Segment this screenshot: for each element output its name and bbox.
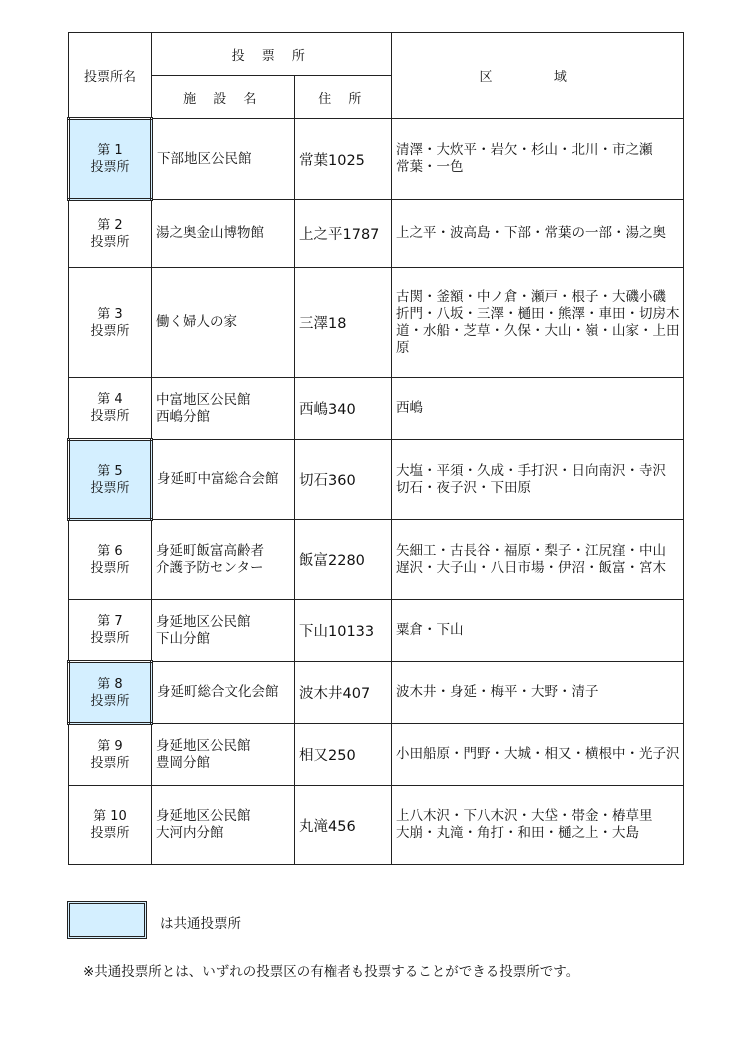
footnote: ※共通投票所とは、いずれの投票区の有権者も投票することができる投票所です。 bbox=[83, 964, 580, 980]
address-cell: 三澤18 bbox=[295, 268, 392, 378]
district-cell: 上之平・波高島・下部・常葉の一部・湯之奥 bbox=[392, 200, 684, 268]
header-polling-place: 投 票 所 bbox=[152, 33, 392, 76]
station-name-cell: 第 8 投票所 bbox=[69, 662, 152, 724]
station-name-cell: 第 2 投票所 bbox=[69, 200, 152, 268]
address-cell: 波木井407 bbox=[295, 662, 392, 724]
table-row bbox=[69, 440, 684, 520]
district-cell: 清澤・大炊平・岩欠・杉山・北川・市之瀬 常葉・一色 bbox=[392, 119, 684, 200]
station-name-cell: 第 4 投票所 bbox=[69, 378, 152, 440]
facility-cell: 中富地区公民館 西嶋分館 bbox=[152, 378, 295, 440]
header-district: 区 域 bbox=[392, 33, 684, 119]
facility-cell: 下部地区公民館 bbox=[152, 119, 295, 200]
facility-cell: 身延地区公民館 大河内分館 bbox=[152, 786, 295, 865]
address-cell: 丸滝456 bbox=[295, 786, 392, 865]
station-name-cell: 第 10 投票所 bbox=[69, 786, 152, 865]
station-name-cell: 第 6 投票所 bbox=[69, 520, 152, 600]
table-row bbox=[69, 786, 684, 865]
address-cell: 上之平1787 bbox=[295, 200, 392, 268]
polling-stations-table bbox=[67, 32, 684, 865]
address-cell: 飯富2280 bbox=[295, 520, 392, 600]
table-row bbox=[69, 520, 684, 600]
facility-cell: 身延町中富総合会館 bbox=[152, 440, 295, 520]
district-cell: 粟倉・下山 bbox=[392, 600, 684, 662]
station-name-cell: 第 5 投票所 bbox=[69, 440, 152, 520]
station-name-cell: 第 1 投票所 bbox=[69, 119, 152, 200]
header-facility: 施 設 名 bbox=[152, 76, 295, 119]
district-cell: 古関・釜額・中ノ倉・瀬戸・根子・大磯小磯 折門・八坂・三澤・樋田・熊澤・車田・切房木 道・水船・芝草・久保・大山・嶺・山家・上田原 bbox=[392, 268, 684, 378]
facility-cell: 身延町総合文化会館 bbox=[152, 662, 295, 724]
station-name-cell: 第 9 投票所 bbox=[69, 724, 152, 786]
address-cell: 常葉1025 bbox=[295, 119, 392, 200]
table-row bbox=[69, 724, 684, 786]
header-address: 住 所 bbox=[295, 76, 392, 119]
table-row bbox=[69, 600, 684, 662]
table-row bbox=[69, 200, 684, 268]
district-cell: 小田船原・門野・大城・相又・横根中・光子沢 bbox=[392, 724, 684, 786]
district-cell: 上八木沢・下八木沢・大垈・帯金・椿草里 大崩・丸滝・角打・和田・樋之上・大島 bbox=[392, 786, 684, 865]
table-row bbox=[69, 268, 684, 378]
district-cell: 大塩・平須・久成・手打沢・日向南沢・寺沢 切石・夜子沢・下田原 bbox=[392, 440, 684, 520]
address-cell: 西嶋340 bbox=[295, 378, 392, 440]
table-row bbox=[69, 662, 684, 724]
facility-cell: 働く婦人の家 bbox=[152, 268, 295, 378]
station-name-cell: 第 3 投票所 bbox=[69, 268, 152, 378]
facility-cell: 身延地区公民館 豊岡分館 bbox=[152, 724, 295, 786]
station-name-cell: 第 7 投票所 bbox=[69, 600, 152, 662]
header-station-name: 投票所名 bbox=[69, 33, 152, 119]
district-cell: 矢細工・古長谷・福原・梨子・江尻窪・中山 遅沢・大子山・八日市場・伊沼・飯富・宮木 bbox=[392, 520, 684, 600]
address-cell: 下山10133 bbox=[295, 600, 392, 662]
address-cell: 相又250 bbox=[295, 724, 392, 786]
address-cell: 切石360 bbox=[295, 440, 392, 520]
table-row bbox=[69, 119, 684, 200]
facility-cell: 湯之奥金山博物館 bbox=[152, 200, 295, 268]
district-cell: 波木井・身延・梅平・大野・清子 bbox=[392, 662, 684, 724]
district-cell: 西嶋 bbox=[392, 378, 684, 440]
legend-label: は共通投票所 bbox=[160, 916, 241, 932]
table-row bbox=[69, 378, 684, 440]
facility-cell: 身延地区公民館 下山分館 bbox=[152, 600, 295, 662]
facility-cell: 身延町飯富高齢者 介護予防センター bbox=[152, 520, 295, 600]
legend-color-swatch bbox=[67, 901, 147, 939]
